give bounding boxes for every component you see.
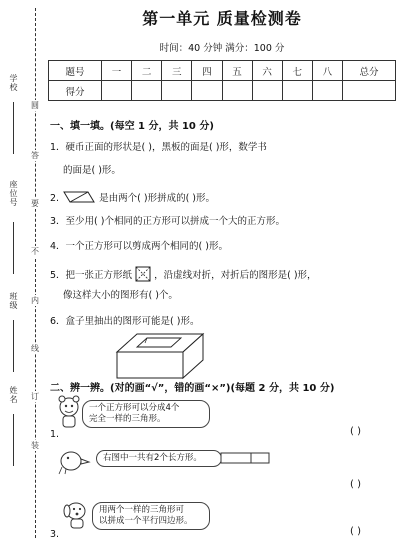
table-cell: 得分 <box>49 81 102 101</box>
binding-strip <box>0 0 42 546</box>
item-3-number: 3. <box>50 529 60 540</box>
tiger-cartoon-icon <box>56 395 82 429</box>
class-label: 班级 <box>9 292 18 310</box>
cut-line <box>35 8 36 538</box>
dash-char: 圆 <box>31 101 39 110</box>
bird-cartoon-icon <box>58 447 92 475</box>
dash-char: 订 <box>31 392 39 401</box>
speech-bubble <box>92 502 210 530</box>
speech-bubble <box>96 450 222 467</box>
question-1-line1: 1．硬币正面的形状是( )，黑板的面是( )形，数学书 <box>50 142 267 153</box>
table-cell: 六 <box>252 61 282 81</box>
statement-1-line1: 一个正方形可以分成4个 <box>89 403 180 413</box>
question-5 <box>50 266 317 282</box>
dash-char: 不 <box>31 247 39 256</box>
school-fill-line <box>13 102 14 154</box>
score-input-cell[interactable] <box>102 81 132 101</box>
statement-3-line1: 用两个一样的三角形可 <box>99 505 185 515</box>
question-6: 6．盒子里抽出的图形可能是( )形。 <box>50 316 200 327</box>
table-cell: 四 <box>192 61 222 81</box>
table-cell: 二 <box>132 61 162 81</box>
table-cell: 一 <box>102 61 132 81</box>
statement-2-line1: 右图中一共有2个长方形。 <box>103 453 202 463</box>
table-row <box>49 81 396 101</box>
seat-fill-line <box>13 222 14 274</box>
score-input-cell[interactable] <box>162 81 192 101</box>
question-5-prefix: 5．把一张正方形纸 <box>50 270 133 281</box>
question-3: 3．至少用( )个相同的正方形可以拼成一个大的正方形。 <box>50 216 285 227</box>
school-label: 学校 <box>9 74 18 92</box>
section-heading: 二、辨一辨。(对的画“√”，错的画“×”)(每题 2 分，共 10 分) <box>50 383 335 394</box>
item-1-number: 1. <box>50 429 60 440</box>
dog-cartoon-icon <box>62 499 90 529</box>
score-input-cell[interactable] <box>312 81 342 101</box>
table-cell: 八 <box>312 61 342 81</box>
answer-paren-3[interactable]: ( ) <box>350 526 361 537</box>
folded-square-icon <box>135 266 151 282</box>
table-cell: 七 <box>282 61 312 81</box>
score-table <box>48 60 396 101</box>
statement-1-line2: 完全一样的三角形。 <box>89 414 166 424</box>
dash-char: 装 <box>31 441 39 450</box>
table-cell: 五 <box>222 61 252 81</box>
table-cell: 题号 <box>49 61 102 81</box>
score-input-cell[interactable] <box>132 81 162 101</box>
dash-char: 内 <box>31 296 39 305</box>
question-2-number: 2. <box>50 193 60 204</box>
table-row <box>49 61 396 81</box>
question-4: 4．一个正方形可以剪成两个相同的( )形。 <box>50 241 228 252</box>
question-5-line2: 像这样大小的图形有( )个。 <box>63 290 178 301</box>
page-title: 第一单元 质量检测卷 <box>142 9 302 28</box>
section-heading: 一、填一填。(每空 1 分，共 10 分) <box>50 121 214 132</box>
answer-paren-2[interactable]: ( ) <box>350 479 361 490</box>
name-label: 姓名 <box>9 386 18 404</box>
parallelogram-icon <box>62 190 96 204</box>
class-fill-line <box>13 320 14 372</box>
score-input-cell[interactable] <box>252 81 282 101</box>
rectangles-figure <box>220 452 270 464</box>
question-5-suffix: ，沿虚线对折，对折后的图形是( )形， <box>154 270 317 281</box>
score-input-cell[interactable] <box>282 81 312 101</box>
seat-label: 座位号 <box>9 180 18 207</box>
exam-info: 时间：40 分钟 满分：100 分 <box>159 43 285 54</box>
dash-char: 线 <box>31 344 39 353</box>
dash-char: 答 <box>31 151 39 160</box>
question-2 <box>50 190 215 205</box>
question-2-text: 是由两个( )形拼成的( )形。 <box>99 193 216 204</box>
score-input-cell[interactable] <box>192 81 222 101</box>
box-illustration <box>115 332 207 382</box>
score-input-cell[interactable] <box>343 81 396 101</box>
dash-char: 要 <box>31 199 39 208</box>
name-fill-line <box>13 414 14 466</box>
answer-paren-1[interactable]: ( ) <box>350 426 361 437</box>
score-input-cell[interactable] <box>222 81 252 101</box>
question-1-line2: 的面是( )形。 <box>63 165 121 176</box>
statement-3-line2: 以拼成一个平行四边形。 <box>99 516 193 526</box>
speech-bubble <box>82 400 210 428</box>
table-cell: 三 <box>162 61 192 81</box>
table-cell: 总分 <box>343 61 396 81</box>
